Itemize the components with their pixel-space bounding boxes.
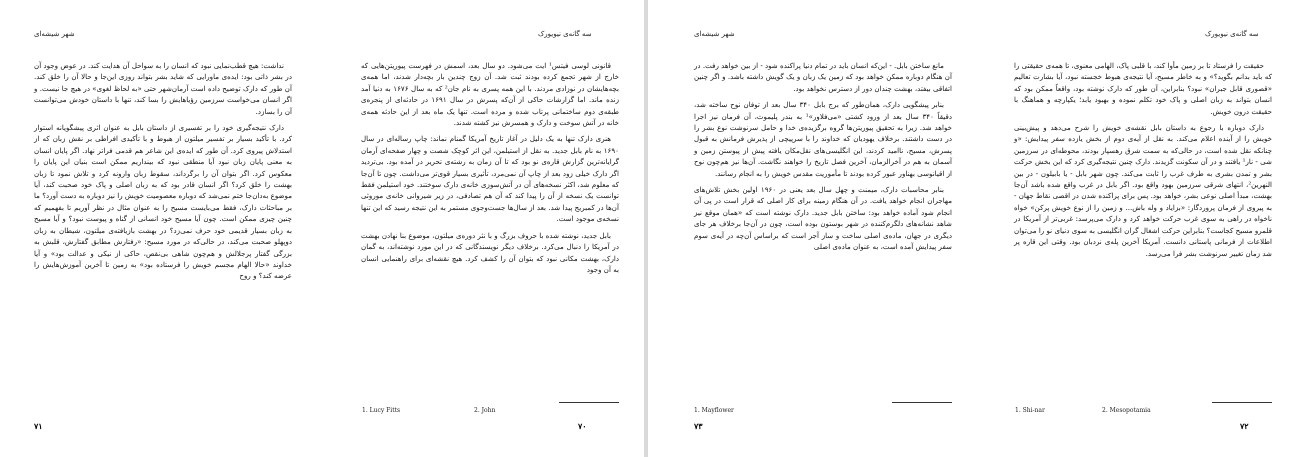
footnote: 2. Mesopotamia bbox=[1102, 407, 1151, 414]
page-body bbox=[34, 60, 292, 287]
page-71 bbox=[18, 0, 318, 457]
page-number: ۷۱ bbox=[34, 421, 43, 431]
running-header: شهر شیشه‌ای bbox=[694, 30, 735, 38]
page-73 bbox=[678, 0, 978, 457]
paragraph: بنابر پیشگویی دارک، همان‌طور که برج بابل ۳۴۰ سال بعد از توفان نوح ساخته شد، دقیقاً ۳۴۰ سال بعد از ورود کشتی «می‌فلاور»¹ به بندر پلیموث، آن فرمان نیز اجرا خواهد شد. زیرا به تحقیق پیوریتن‌ها گروه برگزیده‌ی خدا و حامل سرنوشت نوع بشر را در دست داشتند. برخلاف یهودیان که خداوند را با سرپیچی از پذیرش فرمانش به قبول پسرش، مسیح، ناامید کردند، این انگلیسی‌های نقل‌مکان یافته پیش از پیوستن زمین و آسمان به هم در آخرالزمان، آخرین فصل تاریخ را خواهند نگاشت. آن‌ها نیز هم‌چون نوح از اقیانوسی بهناور عبور کرده بودند تا مأموریت مقدس خویش را به انجام رسانند. bbox=[694, 100, 952, 178]
page-body bbox=[1014, 60, 1272, 264]
footnote: 2. John bbox=[474, 407, 496, 414]
paragraph: بنابر محاسبات دارک، میمنت و چهل سال بعد یعنی در ۱۹۶۰ اولین بخش تلاش‌های مهاجران انجام خواهد یافت. در آن هنگام زمینه برای کار اصلی که قرار است در پی آن انجام شود آماده خواهد بود: ساختن بابل جدید. دارک نوشته است که «همان موقع نیز شاهد نشانه‌های دلگرم‌کننده در شهر بوستون بوده است، چون در آن‌جا برخلاف هر جای دیگری در جهان، ماده‌ی اصلی ساخت و ساز آجر است که براساس آن‌چه در آیه‌ی سوم سفر پیدایش آمده است، به عنوان ماده‌ی اصلی bbox=[694, 185, 952, 252]
paragraph: حقیقت را فرستاد تا بر زمین مأوا کند، با قلبی پاک، الهامی معنوی، تا همه‌ی حقیقتی را که باید بدانم بگوید؟» و به خاطر مسیح، آیا نتیجه‌ی هبوط خجسته نبود، آیا بشارت تعالیم «قصوری قابل جبران» نبود؟ بنابراین، آن طور که دارک نوشته بود، واقعاً ممکن بود که انسان بتواند به زبان اصلی و پاک خود تکلم نموده و بهبود یابد؛ یکپارچه و هماهنگ با حقیقت درون خویش. bbox=[1014, 61, 1272, 116]
page-number: ۷۳ bbox=[694, 421, 703, 431]
footnote: 1. Mayflower bbox=[694, 407, 734, 414]
paragraph: بابل جدید، نوشته شده با حروف بزرگ و با نثر دوره‌ی میلتون، موضوع بنا نهادن بهشت در آمریکا را دنبال می‌کرد. برخلاف دیگر نویسندگانی که در این مورد نوشته‌اند، به گمان دارک، بهشت مکانی نبود که بتوان آن را کشف کرد. هیچ نقشه‌ای برای راهنمایی انسان به آن وجود bbox=[361, 230, 619, 274]
footnote-rule bbox=[1212, 402, 1272, 403]
footnote: 1. Shi-nar bbox=[1015, 407, 1045, 414]
running-header: سه گانه‌ی نیویورک bbox=[1205, 30, 1259, 38]
page-body bbox=[361, 60, 619, 280]
paragraph: قانونی لوسی فیتس¹ ایت می‌شود. دو سال بعد، اسمش در فهرست پیوریتن‌هایی که خارج از شهر تجمع کرده بودند ثبت شد. آن زوج چندین بار بچه‌دار شدند، اما همه‌ی بچه‌هایشان در نوزادی مردند. با این همه پسری به نام جان² که به سال ۱۶۷۶ به دنیا آمد زنده ماند. اما گزارشات حاکی از آن‌که پسرش در سال ۱۶۹۱ در حادثه‌ای از پنجره‌ی طبقه‌ی دوم ساختمانی پرتاب شده و مرده است. تنها یک ماه بعد از این حادثه همه‌ی خانه در آتش سوخت و دارک و همسرش نیز کشته شدند. bbox=[361, 61, 619, 128]
paragraph: دارک دوباره با رجوع به داستان بابل نقشه‌ی خویش را شرح می‌دهد و پیش‌بینی خویش را از آینده اعلام می‌کند. به نقل از آیه‌ی دوم از بخش یازده سفر پیدایش: «و چنانکه نقل شده است، در حالی‌که به سمت شرق رهسپار بودند، محوطه‌ای در سرزمین شی - نار¹ یافتند و در آن سکونت گزیدند. دارک چنین نتیجه‌گیری کرد که این بخش حرکت بشر و تمدن بشری به طرف غرب را ثابت می‌کند. چون شهر بابل - یا بابیلون - در بین النهرین²، انتهای شرقی سرزمین بهود واقع بود. اگر بابل در غرب واقع شده باشد آن‌جا بهشت، مبدأ اصلی نوعی بشر، خواهد بود. پس برای پراکنده شدن در اقصی نقاط جهان - به پیروی از فرمان پروردگار: «بزایاد و وله باش... و زمین را از نوع خویش پرکن» خواه ناخواه در راهی به سوی غرب حرکت خواهد کرد و دارک می‌پرسد: غربی‌تر از آمریکا در قلمرو مسیح کجاست؟ بنابراین حرکت اشغال گران انگلیسی به سوی دنیای نو را می‌توان اطلاعات از فرمانی پاستانی دانست. آمریکا آخرین پله‌ی نردبان بود. وقتی این قاره پر شد زمان تغییر سرنوشت بشر فرا می‌رسد. bbox=[1014, 123, 1272, 258]
page-number: ۷۰ bbox=[578, 421, 587, 431]
page-body bbox=[694, 60, 952, 258]
footnote-rule bbox=[892, 402, 952, 403]
book-spread-right bbox=[648, 0, 1292, 457]
paragraph: دارک نتیجه‌گیری خود را بر تفسیری از داستان بابل به عنوان اثری پیشگویانه استوار کرد. با تأکید بسیار بر تفسیر میلتون از هبوط و با تأکیدی افراطی بر نقش زبان که از استدلاش پیروی کرد. آن طور که ایده‌ی این شاعر هم قدمی فراتر نهاد. اگر پایان انسان به معنی پایان زبان نبود آیا منطقی نبود که بینداریم ممکن است بنیان این پایان را معکوس کرد. اگر بتوان آن را برگرداند، سقوط زبان وارونه کرد و تلاش نمود تا زبان بهشت را خلق کرد؟ اگر انسان قادر بود که به زبان اصلی و پاک خود صحبت کند، آیا موضوع به‌دان‌جا ختم نمی‌شد که دوباره معصومیت خویش را نیز دوباره به دست آورد؟ ما بر مباحثات دارک، فقط می‌بایست مسیح را به عنوان مثال در نظر آوریم تا بفهمیم که چنین چیزی ممکن است. چون آیا مسیح خود انسانی از گناه و پیوست نبود؟ و آیا مسیح به زبان بسیار قدیمی خود حرف نمی‌زد؟ در بهشت بازیافته‌ی میلتون، شیطان به زبان دوپهلو صحبت می‌کند، در حالی‌که در مورد مسیح: «رفتارش مطابق گفتارش، قلبش به بزرگی گفتار پرجلالش و هم‌چون شاهی بی‌نقص، حاکی از نیکی و عدالت بود» و آیا خداوند «حالا الهام مجسم خویش را فرستاده بود» به زمین تا آخرین آموزش‌هایش را عرضه کند؟ و روح bbox=[34, 123, 292, 281]
paragraph: مانع ساختن بابل. - این‌که انسان باید در تمام دنیا پراکنده شود - از بین خواهد رفت. در آن هنگام دوباره ممکن خواهد بود که زمین یک زبان و یک گویش داشته باشد. و اگر چنین اتفاقی بیفتد، بهشت چندان دور از دسترس نخواهد بود. bbox=[694, 61, 952, 93]
running-header: سه گانه‌ی نیویورک bbox=[538, 30, 592, 38]
paragraph: نداشت: هیچ قطب‌نمایی نبود که انسان را به سواحل آن هدایت کند. در عوض وجود آن در بشر ذاتی بود: ایده‌ی ماورایی که شاید بشر بتواند روزی این‌جا و حالا آن را خلق کند. آن طور که دارک توضیح داده است آرمان‌شهر حتی «به لحاظ لغوی» در هیچ جا نیست. و اگر انسان می‌خواست سرزمین رؤیاهایش را بسا کند، تنها با داستان خودش می‌توانست آن را بسازد. bbox=[34, 61, 292, 116]
book-spread-left bbox=[0, 0, 644, 457]
footnote-rule bbox=[559, 402, 619, 403]
running-header: شهر شیشه‌ای bbox=[34, 30, 75, 38]
page-72 bbox=[984, 0, 1284, 457]
page-number: ۷۲ bbox=[1240, 421, 1249, 431]
footnote: 1. Lucy Fitts bbox=[362, 407, 401, 414]
page-70 bbox=[334, 0, 634, 457]
paragraph: هنری دارک تنها به یک دلیل در آغاز تاریخ آمریکا گمنام نماند: چاپ رساله‌ای در سال ۱۶۹۰ به نام بابل جدید. به نقل از استیلمن، این اثر کوچک شصت و چهار صفحه‌ای آرمان گرایانه‌ترین گزارش قاره‌ی نو بود که تا آن زمان به رشته‌ی تحریر در آمده بود. بی‌تردید اگر دارک خیلی زود بعد از چاپ آن نمی‌مرد، تأثیری بسیار قوی‌تر می‌داشت. چون تا آن‌جا که معلوم شد، اکثر نسخه‌های آن در آتش‌سوزی خانه‌ی دارک سوختند. خود استیلمن فقط توانست یک نسخه از آن را پیدا کند که آن هم تصادفی، در زیر شیروانی خانه‌ی موروثی آن‌ها در کمبریج پیدا شد. بعد از سال‌ها جست‌وجوی مستمر به این نتیجه رسید که این تنها نسخه‌ی موجود است. bbox=[361, 134, 619, 224]
